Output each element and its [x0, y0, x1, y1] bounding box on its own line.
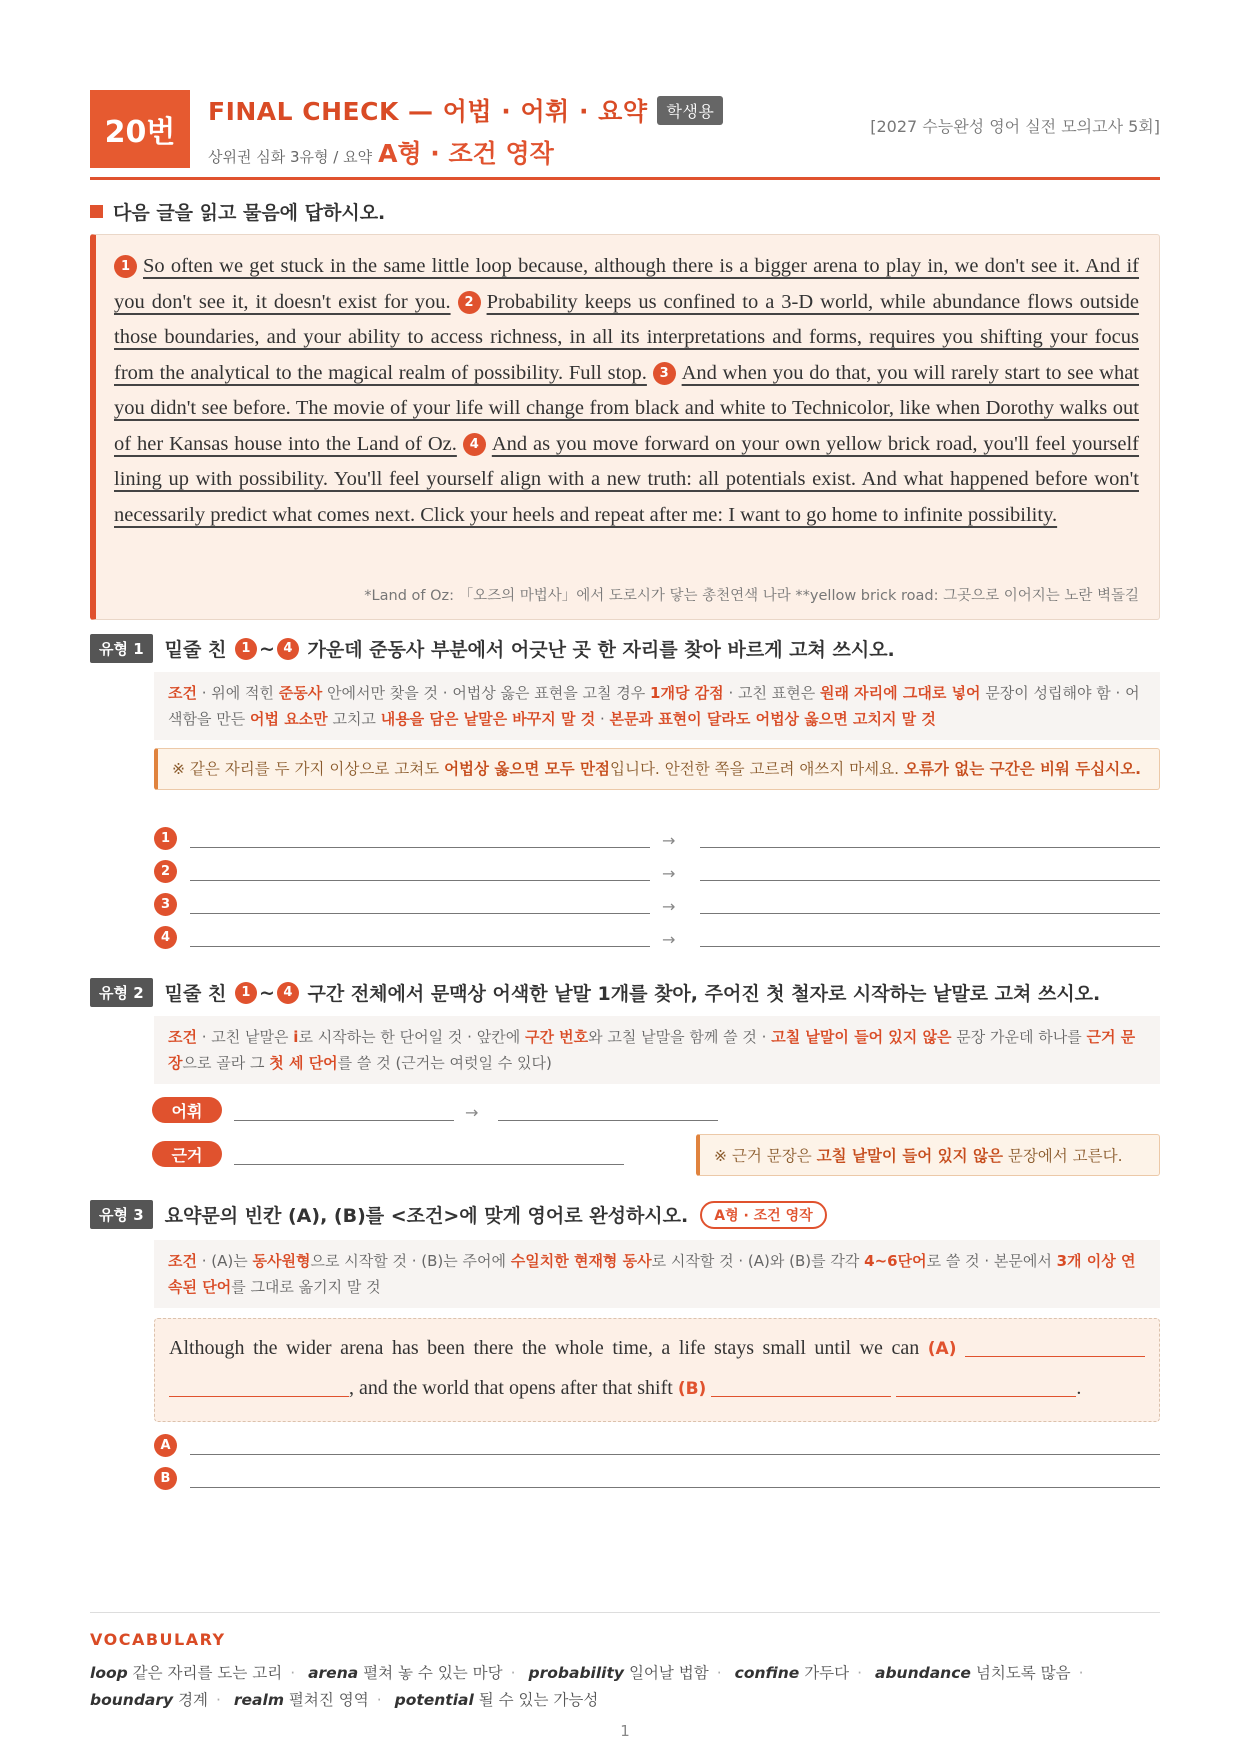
cond-text: 으로 시작할 것 · (B)는 주어에	[310, 1252, 511, 1270]
subtitle-big: A형 · 조건 영작	[378, 139, 554, 168]
question-number: 20번	[90, 90, 190, 168]
marker-1-icon: 1	[235, 638, 257, 660]
summary-box	[154, 1318, 1160, 1422]
type2-tilde: ~	[258, 981, 275, 1004]
vocab-answer-field-original[interactable]	[234, 1120, 454, 1121]
arrow-icon: →	[662, 897, 676, 916]
vocab-term: arena	[308, 1664, 359, 1682]
marker-1-icon: 1	[114, 255, 137, 278]
cond-text: 문장 가운데 하나를	[951, 1028, 1087, 1046]
note-text: 문장에서 고른다.	[1002, 1147, 1123, 1165]
summary-blank-a-cont[interactable]	[169, 1396, 349, 1397]
exam-label: [2027 수능완성 영어 실전 모의고사 5회]	[870, 117, 1160, 136]
vocab-item	[395, 1691, 599, 1709]
cond-emphasis: 준동사	[278, 684, 323, 702]
type2-label: 유형 2	[90, 978, 153, 1007]
answer-field-original[interactable]	[190, 847, 650, 848]
type1-label: 유형 1	[90, 634, 153, 663]
marker-2-icon: 2	[458, 291, 481, 314]
cond-emphasis: 내용을 담은 낱말은 바꾸지 말 것	[380, 710, 596, 728]
passage-segment-1: So often we get stuck in the same little loop because, although there is a bigger arena to play in, we don't see it. And if you don't see it, it doesn't exist for you.	[114, 255, 1139, 313]
type3-answer-row-b	[154, 1465, 1160, 1495]
cond-text: 로 시작할 것 · (A)와 (B)를 각각	[651, 1252, 865, 1270]
cond-text: 로 시작하는 한 단어일 것 · 앞칸에	[298, 1028, 525, 1046]
passage-text	[114, 249, 1139, 533]
student-badge: 학생용	[657, 96, 723, 125]
warn-text: ※ 같은 자리를 두 가지 이상으로 고쳐도	[172, 760, 445, 778]
type2-question	[90, 978, 1100, 1007]
vocab-meaning: 일어날 법함	[628, 1664, 709, 1682]
cond-text: ·	[595, 710, 610, 728]
type1-answer-row-4	[154, 924, 1160, 954]
page-subtitle	[208, 134, 554, 170]
cond-emphasis: 첫 세 단어	[269, 1054, 338, 1072]
cond-text: 를 쓸 것 (근거는 여럿일 수 있다)	[337, 1054, 552, 1072]
square-bullet-icon	[90, 205, 103, 218]
subtitle-small: 상위권 심화 3유형 / 요약	[208, 148, 373, 166]
cond-text: 안에서만 찾을 것 · 어법상 옳은 표현을 고칠 경우	[322, 684, 651, 702]
note-emphasis: 고칠 낱말이 들어 있지 않은	[816, 1147, 1003, 1165]
arrow-icon: →	[662, 831, 676, 850]
vocab-meaning: 될 수 있는 가능성	[478, 1691, 599, 1709]
marker-2-icon: 2	[154, 860, 177, 883]
answer-field-corrected[interactable]	[700, 946, 1160, 947]
reason-pill: 근거	[152, 1141, 222, 1167]
cond-text: 고치고	[327, 710, 381, 728]
cond-emphasis: 고칠 낱말이 들어 있지 않은	[771, 1028, 952, 1046]
answer-field-corrected[interactable]	[700, 913, 1160, 914]
type1-tilde: ~	[258, 637, 275, 660]
vocab-item	[735, 1664, 849, 1682]
answer-field-b[interactable]	[190, 1487, 1160, 1488]
vocab-item	[90, 1691, 208, 1709]
cond-text: 문장이 성립해야 함 · 어색함을 만든	[168, 684, 1140, 728]
cond-emphasis: 동사원형	[252, 1252, 311, 1270]
vocab-term: potential	[394, 1691, 474, 1709]
marker-1-icon: 1	[235, 982, 257, 1004]
vocab-term: abundance	[874, 1664, 971, 1682]
answer-field-original[interactable]	[190, 946, 650, 947]
passage-segment-4: And as you move forward on your own yellow brick road, you'll feel yourself lining up with possibility. You'll feel yourself align with a new truth: all potentials exist. And what happened before won't necessarily predict what comes next. Click your heels and repeat after me: I want to go home to infinite possibility.	[114, 432, 1140, 526]
vocab-divider	[90, 1612, 1160, 1613]
vocab-meaning: 넘치도록 많음	[975, 1664, 1071, 1682]
blank-b-label: (B)	[677, 1379, 707, 1399]
cond-text: · 고친 낱말은	[196, 1028, 294, 1046]
vocab-term: confine	[734, 1664, 800, 1682]
header	[90, 88, 1160, 180]
cond-emphasis: 1개당 감점	[650, 684, 724, 702]
vocab-item	[90, 1664, 282, 1682]
cond-emphasis: 어법 요소만	[250, 710, 328, 728]
cond-emphasis: i	[293, 1028, 299, 1046]
type1-question-pre: 밑줄 친	[164, 639, 227, 661]
marker-4-icon: 4	[154, 926, 177, 949]
passage-box	[90, 234, 1160, 620]
instruction	[90, 198, 385, 225]
type3-conditions	[154, 1240, 1160, 1308]
type3-label: 유형 3	[90, 1200, 153, 1229]
page-number: 1	[620, 1722, 630, 1740]
cond-label: 조건	[168, 1252, 197, 1270]
cond-emphasis: 본문과 표현이 달라도 어법상 옳으면 고치지 말 것	[609, 710, 936, 728]
reason-answer-field[interactable]	[234, 1164, 624, 1165]
summary-text: .	[1076, 1377, 1082, 1399]
answer-field-a[interactable]	[190, 1454, 1160, 1455]
vocab-term: boundary	[90, 1691, 174, 1709]
type1-question-post: 가운데 준동사 부분에서 어긋난 곳 한 자리를 찾아 바르게 고쳐 쓰시오.	[307, 639, 895, 661]
vocab-title: VOCABULARY	[90, 1630, 226, 1649]
warn-text: 입니다. 안전한 쪽을 고르려 애쓰지 마세요.	[610, 760, 904, 778]
cond-text: 를 그대로 옮기지 말 것	[231, 1278, 381, 1296]
vocab-term: loop	[90, 1664, 128, 1682]
vocab-meaning: 경계	[178, 1691, 209, 1709]
cond-emphasis: 구간 번호	[524, 1028, 589, 1046]
answer-field-corrected[interactable]	[700, 847, 1160, 848]
type3-question	[90, 1200, 827, 1229]
type2-conditions	[154, 1016, 1160, 1084]
page-title-text: FINAL CHECK — 어법 · 어휘 · 요약	[208, 97, 648, 126]
vocab-item	[529, 1664, 709, 1682]
type2-question-pre: 밑줄 친	[164, 983, 227, 1005]
page-title	[208, 92, 723, 128]
cond-text: 로 쓸 것 · 본문에서	[926, 1252, 1057, 1270]
marker-3-icon: 3	[653, 362, 676, 385]
marker-4-icon: 4	[277, 638, 299, 660]
cond-label: 조건	[168, 684, 197, 702]
type1-conditions	[154, 672, 1160, 740]
warn-emphasis: 어법상 옳으면 모두 만점	[444, 760, 610, 778]
marker-a-icon: A	[154, 1434, 177, 1457]
vocab-list: loop 같은 자리를 도는 고리 · arena 펼쳐 놓 수 있는 마당 · probability 일어날 법함 · confine 가두다 · abundance 넘치도록 많음 · boundary 경계 · realm 펼쳐진 영역 · potential 될 수 있는 가능성	[90, 1664, 1084, 1709]
type3-pill: A형 · 조건 영작	[700, 1201, 826, 1229]
blank-a-label: (A)	[927, 1339, 957, 1359]
answer-field-corrected[interactable]	[700, 880, 1160, 881]
cond-emphasis: 4~6단어	[864, 1252, 927, 1270]
type2-note	[696, 1134, 1160, 1176]
summary-blank-b[interactable]	[711, 1396, 891, 1397]
type1-answer-row-1	[154, 825, 1160, 855]
passage-segment-2: Probability keeps us confined to a 3-D world, while abundance flows outside those boundaries, and your ability to access richness, in all its interpretations and forms, requires you shifting your focus from the analytical to the magical realm of possibility. Full stop.	[114, 290, 1140, 384]
cond-text: · 고친 표현은	[723, 684, 820, 702]
marker-b-icon: B	[154, 1467, 177, 1490]
cond-text: · 위에 적힌	[196, 684, 279, 702]
answer-field-original[interactable]	[190, 913, 650, 914]
vocab-meaning: 펼쳐진 영역	[288, 1691, 369, 1709]
marker-1-icon: 1	[154, 827, 177, 850]
instruction-text: 다음 글을 읽고 물음에 답하시오.	[113, 202, 386, 224]
cond-emphasis: 근거 문장	[168, 1028, 1136, 1072]
type1-question	[90, 634, 895, 663]
cond-emphasis: 수일치한 현재형 동사	[510, 1252, 652, 1270]
cond-text: · (A)는	[196, 1252, 253, 1270]
type2-question-post: 구간 전체에서 문맥상 어색한 낱말 1개를 찾아, 주어진 첫 철자로 시작하는 낱말로 고쳐 쓰시오.	[307, 983, 1101, 1005]
vocab-term: realm	[233, 1691, 284, 1709]
marker-3-icon: 3	[154, 893, 177, 916]
summary-blank-b-cont[interactable]	[896, 1396, 1076, 1397]
note-text: ※ 근거 문장은	[714, 1147, 817, 1165]
arrow-icon: →	[465, 1103, 479, 1122]
cond-text: 와 고칠 낱말을 함께 쓸 것 ·	[588, 1028, 772, 1046]
type1-answer-row-3	[154, 891, 1160, 921]
worksheet-page	[90, 0, 1160, 1754]
vocab-pill: 어휘	[152, 1097, 222, 1123]
vocab-item	[234, 1691, 369, 1709]
answer-field-original[interactable]	[190, 880, 650, 881]
arrow-icon: →	[662, 864, 676, 883]
arrow-icon: →	[662, 930, 676, 949]
warn-emphasis: 오류가 없는 구간은 비워 두십시오.	[903, 760, 1142, 778]
passage-footnote: *Land of Oz: 「오즈의 마법사」에서 도로시가 닿는 총천연색 나라 **yellow brick road: 그곳으로 이어지는 노란 벽돌길	[364, 588, 1139, 604]
type3-answer-row-a	[154, 1432, 1160, 1462]
vocab-answer-field-corrected[interactable]	[498, 1120, 718, 1121]
type3-question-text: 요약문의 빈칸 (A), (B)를 <조건>에 맞게 영어로 완성하시오.	[164, 1205, 689, 1227]
vocab-item	[308, 1664, 503, 1682]
marker-4-icon: 4	[463, 433, 486, 456]
cond-emphasis: 3개 이상 연속된 단어	[168, 1252, 1136, 1296]
summary-text: , and the world that opens after that shift	[349, 1377, 678, 1399]
vocab-term: probability	[528, 1664, 625, 1682]
summary-text: Although the wider arena has been there the whole time, a life stays small until we can	[169, 1337, 928, 1359]
cond-emphasis: 원래 자리에 그대로 넣어	[819, 684, 981, 702]
cond-label: 조건	[168, 1028, 197, 1046]
vocab-meaning: 가두다	[804, 1664, 850, 1682]
type1-warning	[154, 748, 1160, 790]
passage-segment-3: And when you do that, you will rarely start to see what you didn't see before. The movie of your life will change from black and white to Technicolor, like when Dorothy walks out of her Kansas house into the Land of Oz.	[114, 361, 1140, 455]
vocab-meaning: 펼쳐 놓 수 있는 마당	[363, 1664, 503, 1682]
marker-4-icon: 4	[277, 982, 299, 1004]
vocab-item	[875, 1664, 1071, 1682]
cond-text: 으로 골라 그	[182, 1054, 270, 1072]
vocab-meaning: 같은 자리를 도는 고리	[132, 1664, 283, 1682]
type1-answer-row-2	[154, 858, 1160, 888]
summary-blank-a[interactable]	[965, 1356, 1145, 1357]
